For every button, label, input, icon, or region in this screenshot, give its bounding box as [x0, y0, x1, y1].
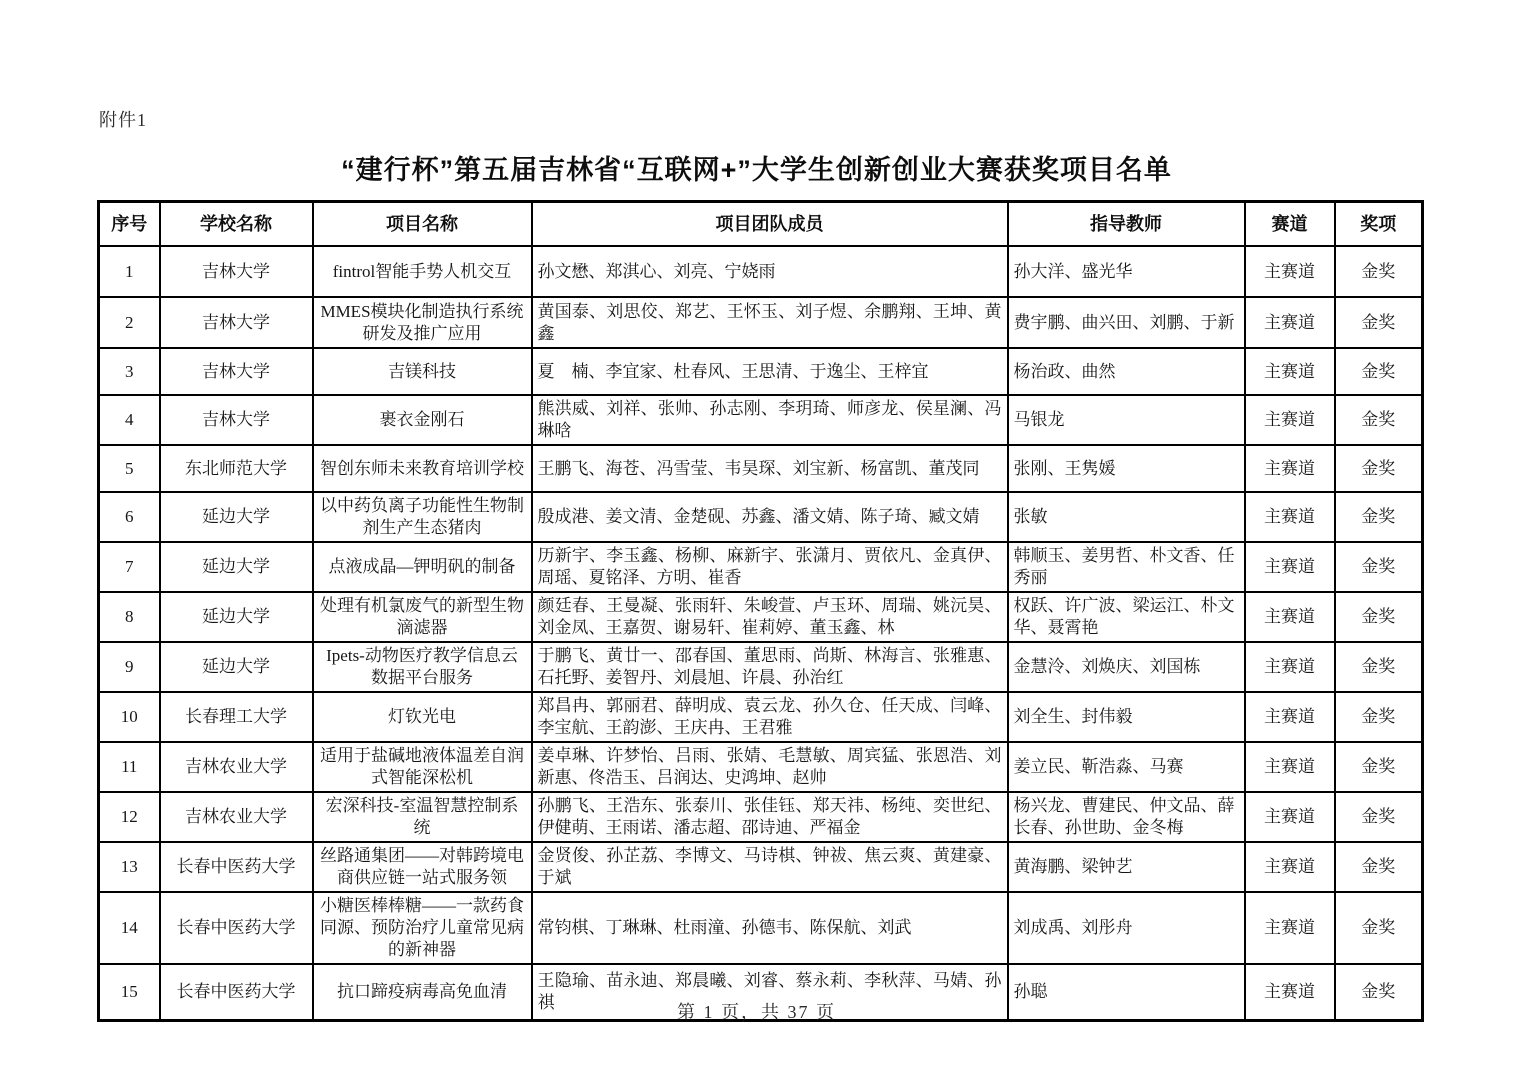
table-row	[99, 592, 1423, 642]
col-header-members: 项目团队成员	[532, 202, 1008, 247]
track: 主赛道	[1245, 742, 1335, 792]
advisors: 刘全生、封伟毅	[1008, 692, 1245, 742]
track: 主赛道	[1245, 297, 1335, 348]
row-number: 11	[99, 742, 160, 792]
team-members: 熊洪威、刘祥、张帅、孙志刚、李玥琦、师彦龙、侯星澜、冯琳唅	[532, 395, 1008, 445]
award: 金奖	[1335, 964, 1423, 1021]
advisors: 马银龙	[1008, 395, 1245, 445]
table-row	[99, 246, 1423, 297]
track: 主赛道	[1245, 642, 1335, 692]
school-name: 延边大学	[160, 492, 313, 542]
team-members: 于鹏飞、黄廿一、邵春国、董思雨、尚斯、林海言、张雅惠、石托野、姜智丹、刘晨旭、许晨、孙治红	[532, 642, 1008, 692]
page-footer: 第 1 页，共 37 页	[677, 1002, 836, 1022]
table-row	[99, 492, 1423, 542]
advisors: 韩顺玉、姜男哲、朴文香、任秀丽	[1008, 542, 1245, 592]
award: 金奖	[1335, 742, 1423, 792]
track: 主赛道	[1245, 842, 1335, 892]
col-header-teachers: 指导教师	[1008, 202, 1245, 247]
track: 主赛道	[1245, 592, 1335, 642]
advisors: 金慧泠、刘焕庆、刘国栋	[1008, 642, 1245, 692]
col-header-school: 学校名称	[160, 202, 313, 247]
track: 主赛道	[1245, 542, 1335, 592]
school-name: 长春中医药大学	[160, 842, 313, 892]
school-name: 吉林大学	[160, 348, 313, 395]
team-members: 殷成港、姜文清、金楚砚、苏鑫、潘文婧、陈子琦、臧文婧	[532, 492, 1008, 542]
table-row	[99, 792, 1423, 842]
project-name: MMES模块化制造执行系统研发及推广应用	[313, 297, 532, 348]
col-header-project: 项目名称	[313, 202, 532, 247]
project-name: fintrol智能手势人机交互	[313, 246, 532, 297]
award: 金奖	[1335, 445, 1423, 492]
advisors: 姜立民、靳浩淼、马赛	[1008, 742, 1245, 792]
table-row	[99, 297, 1423, 348]
project-name: 点液成晶—钾明矾的制备	[313, 542, 532, 592]
row-number: 8	[99, 592, 160, 642]
advisors: 杨兴龙、曹建民、仲文品、薛长春、孙世助、金冬梅	[1008, 792, 1245, 842]
row-number: 10	[99, 692, 160, 742]
award: 金奖	[1335, 395, 1423, 445]
project-name: 裹衣金刚石	[313, 395, 532, 445]
advisors: 孙大洋、盛光华	[1008, 246, 1245, 297]
project-name: 宏深科技-室温智慧控制系统	[313, 792, 532, 842]
team-members: 王鹏飞、海苍、冯雪莹、韦昊琛、刘宝新、杨富凯、董茂同	[532, 445, 1008, 492]
team-members: 常钧棋、丁琳琳、杜雨潼、孙德韦、陈保航、刘武	[532, 892, 1008, 964]
advisors: 权跃、许广波、梁运江、朴文华、聂霄艳	[1008, 592, 1245, 642]
row-number: 12	[99, 792, 160, 842]
page-title: “建行杯”第五届吉林省“互联网+”大学生创新创业大赛获奖项目名单	[341, 155, 1172, 185]
award: 金奖	[1335, 892, 1423, 964]
school-name: 吉林大学	[160, 297, 313, 348]
table-row	[99, 348, 1423, 395]
row-number: 7	[99, 542, 160, 592]
team-members: 颜廷春、王曼凝、张雨轩、朱峻萱、卢玉环、周瑞、姚沅昊、刘金凤、王嘉贺、谢易轩、崔莉婷、董玉鑫、林	[532, 592, 1008, 642]
school-name: 长春理工大学	[160, 692, 313, 742]
award: 金奖	[1335, 542, 1423, 592]
row-number: 14	[99, 892, 160, 964]
school-name: 延边大学	[160, 642, 313, 692]
col-header-award: 奖项	[1335, 202, 1423, 247]
team-members: 郑昌冉、郭丽君、薛明成、袁云龙、孙久仓、任天成、闫峰、李宝航、王韵澎、王庆冉、王君雅	[532, 692, 1008, 742]
school-name: 吉林农业大学	[160, 792, 313, 842]
project-name: 抗口蹄疫病毒高免血清	[313, 964, 532, 1021]
table-row	[99, 642, 1423, 692]
school-name: 长春中医药大学	[160, 964, 313, 1021]
row-number: 6	[99, 492, 160, 542]
school-name: 延边大学	[160, 542, 313, 592]
advisors: 黄海鹏、梁钟艺	[1008, 842, 1245, 892]
team-members: 历新宇、李玉鑫、杨柳、麻新宇、张潇月、贾依凡、金真伊、周瑶、夏铭泽、方明、崔香	[532, 542, 1008, 592]
row-number: 2	[99, 297, 160, 348]
project-name: 吉镁科技	[313, 348, 532, 395]
row-number: 13	[99, 842, 160, 892]
award: 金奖	[1335, 642, 1423, 692]
project-name: 以中药负离子功能性生物制剂生产生态猪肉	[313, 492, 532, 542]
row-number: 5	[99, 445, 160, 492]
track: 主赛道	[1245, 395, 1335, 445]
awards-table	[97, 200, 1424, 1022]
table-row	[99, 445, 1423, 492]
school-name: 吉林大学	[160, 246, 313, 297]
team-members: 王隐瑜、苗永迪、郑晨曦、刘睿、蔡永莉、李秋萍、马婧、孙祺	[532, 964, 1008, 1021]
school-name: 延边大学	[160, 592, 313, 642]
team-members: 金贤俊、孙芷荔、李博文、马诗棋、钟祓、焦云爽、黄建豪、于斌	[532, 842, 1008, 892]
award: 金奖	[1335, 297, 1423, 348]
table-row	[99, 692, 1423, 742]
school-name: 吉林农业大学	[160, 742, 313, 792]
award: 金奖	[1335, 592, 1423, 642]
project-name: Ipets-动物医疗教学信息云数据平台服务	[313, 642, 532, 692]
project-name: 灯钦光电	[313, 692, 532, 742]
award: 金奖	[1335, 492, 1423, 542]
track: 主赛道	[1245, 492, 1335, 542]
col-header-no: 序号	[99, 202, 160, 247]
team-members: 黄国泰、刘思佼、郑艺、王怀玉、刘子煜、余鹏翔、王坤、黄鑫	[532, 297, 1008, 348]
row-number: 9	[99, 642, 160, 692]
advisors: 张敏	[1008, 492, 1245, 542]
project-name: 智创东师未来教育培训学校	[313, 445, 532, 492]
table-row	[99, 542, 1423, 592]
advisors: 费宇鹏、曲兴田、刘鹏、于新	[1008, 297, 1245, 348]
advisors: 刘成禹、刘彤舟	[1008, 892, 1245, 964]
award: 金奖	[1335, 692, 1423, 742]
table-header-row	[99, 202, 1423, 247]
team-members: 姜卓琳、许梦怡、吕雨、张婧、毛慧敏、周宾猛、张恩浩、刘新惠、佟浩玉、吕润达、史鸿坤、赵帅	[532, 742, 1008, 792]
team-members: 孙文懋、郑淇心、刘亮、宁娆雨	[532, 246, 1008, 297]
table-row	[99, 892, 1423, 964]
row-number: 4	[99, 395, 160, 445]
project-name: 丝路通集团——对韩跨境电商供应链一站式服务领	[313, 842, 532, 892]
track: 主赛道	[1245, 692, 1335, 742]
track: 主赛道	[1245, 892, 1335, 964]
school-name: 东北师范大学	[160, 445, 313, 492]
row-number: 3	[99, 348, 160, 395]
table-row	[99, 842, 1423, 892]
advisors: 杨治政、曲然	[1008, 348, 1245, 395]
track: 主赛道	[1245, 348, 1335, 395]
award: 金奖	[1335, 842, 1423, 892]
table-row	[99, 742, 1423, 792]
award: 金奖	[1335, 348, 1423, 395]
track: 主赛道	[1245, 964, 1335, 1021]
attachment-label: 附件1	[99, 110, 147, 130]
team-members: 孙鹏飞、王浩东、张泰川、张佳钰、郑天祎、杨纯、奕世纪、伊健萌、王雨诺、潘志超、邵诗迪、严福金	[532, 792, 1008, 842]
track: 主赛道	[1245, 792, 1335, 842]
track: 主赛道	[1245, 445, 1335, 492]
school-name: 吉林大学	[160, 395, 313, 445]
school-name: 长春中医药大学	[160, 892, 313, 964]
team-members: 夏 楠、李宜家、杜春风、王思清、于逸尘、王梓宜	[532, 348, 1008, 395]
project-name: 处理有机氯废气的新型生物滴滤器	[313, 592, 532, 642]
table-row	[99, 395, 1423, 445]
advisors: 张刚、王隽媛	[1008, 445, 1245, 492]
project-name: 小糖医棒棒糖——一款药食同源、预防治疗儿童常见病的新神器	[313, 892, 532, 964]
award: 金奖	[1335, 246, 1423, 297]
row-number: 15	[99, 964, 160, 1021]
col-header-track: 赛道	[1245, 202, 1335, 247]
advisors: 孙聪	[1008, 964, 1245, 1021]
award: 金奖	[1335, 792, 1423, 842]
track: 主赛道	[1245, 246, 1335, 297]
project-name: 适用于盐碱地液体温差自润式智能深松机	[313, 742, 532, 792]
row-number: 1	[99, 246, 160, 297]
